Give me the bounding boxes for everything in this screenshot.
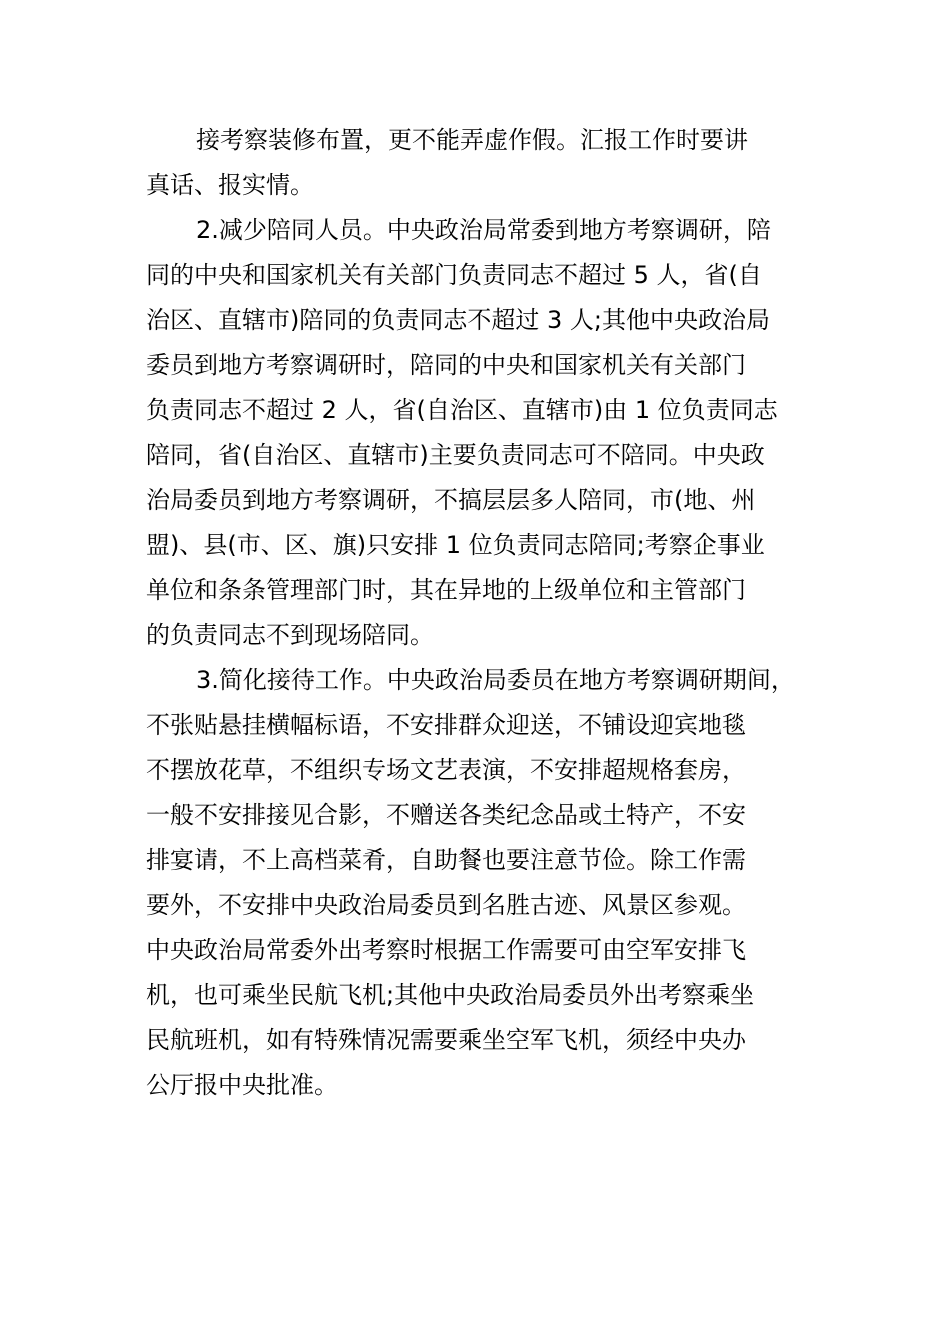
text-line: 排宴请，不上高档菜肴，自助餐也要注意节俭。除工作需 <box>146 846 746 874</box>
text-line: 同的中央和国家机关有关部门负责同志不超过 5 人，省(自 <box>146 261 762 289</box>
text-line: 3.简化接待工作。中央政治局委员在地方考察调研期间， <box>196 666 795 694</box>
body-text <box>146 118 826 1108</box>
text-line: 一般不安排接见合影，不赠送各类纪念品或土特产，不安 <box>146 801 746 829</box>
text-line: 中央政治局常委外出考察时根据工作需要可由空军安排飞 <box>146 936 746 964</box>
text-line: 要外，不安排中央政治局委员到名胜古迹、风景区参观。 <box>146 891 746 919</box>
text-line: 委员到地方考察调研时，陪同的中央和国家机关有关部门 <box>146 351 746 379</box>
text-line: 不张贴悬挂横幅标语，不安排群众迎送，不铺设迎宾地毯 <box>146 711 746 739</box>
text-line: 治局委员到地方考察调研，不搞层层多人陪同，市(地、州 <box>146 486 756 514</box>
text-line: 不摆放花草，不组织专场文艺表演，不安排超规格套房， <box>146 756 746 784</box>
text-line: 负责同志不超过 2 人，省(自治区、直辖市)由 1 位负责同志 <box>146 396 778 424</box>
text-line: 的负责同志不到现场陪同。 <box>146 621 434 649</box>
text-line: 民航班机，如有特殊情况需要乘坐空军飞机，须经中央办 <box>146 1026 746 1054</box>
text-line: 盟)、县(市、区、旗)只安排 1 位负责同志陪同;考察企事业 <box>146 531 765 559</box>
text-line: 真话、报实情。 <box>146 171 314 199</box>
text-line: 公厅报中央批准。 <box>146 1071 338 1099</box>
text-line: 治区、直辖市)陪同的负责同志不超过 3 人;其他中央政治局 <box>146 306 770 334</box>
text-line: 2.减少陪同人员。中央政治局常委到地方考察调研，陪 <box>196 216 771 244</box>
text-line: 接考察装修布置，更不能弄虚作假。汇报工作时要讲 <box>196 126 748 154</box>
text-line: 陪同，省(自治区、直辖市)主要负责同志可不陪同。中央政 <box>146 441 765 469</box>
text-line: 机，也可乘坐民航飞机;其他中央政治局委员外出考察乘坐 <box>146 981 755 1009</box>
text-line: 单位和条条管理部门时，其在异地的上级单位和主管部门 <box>146 576 746 604</box>
